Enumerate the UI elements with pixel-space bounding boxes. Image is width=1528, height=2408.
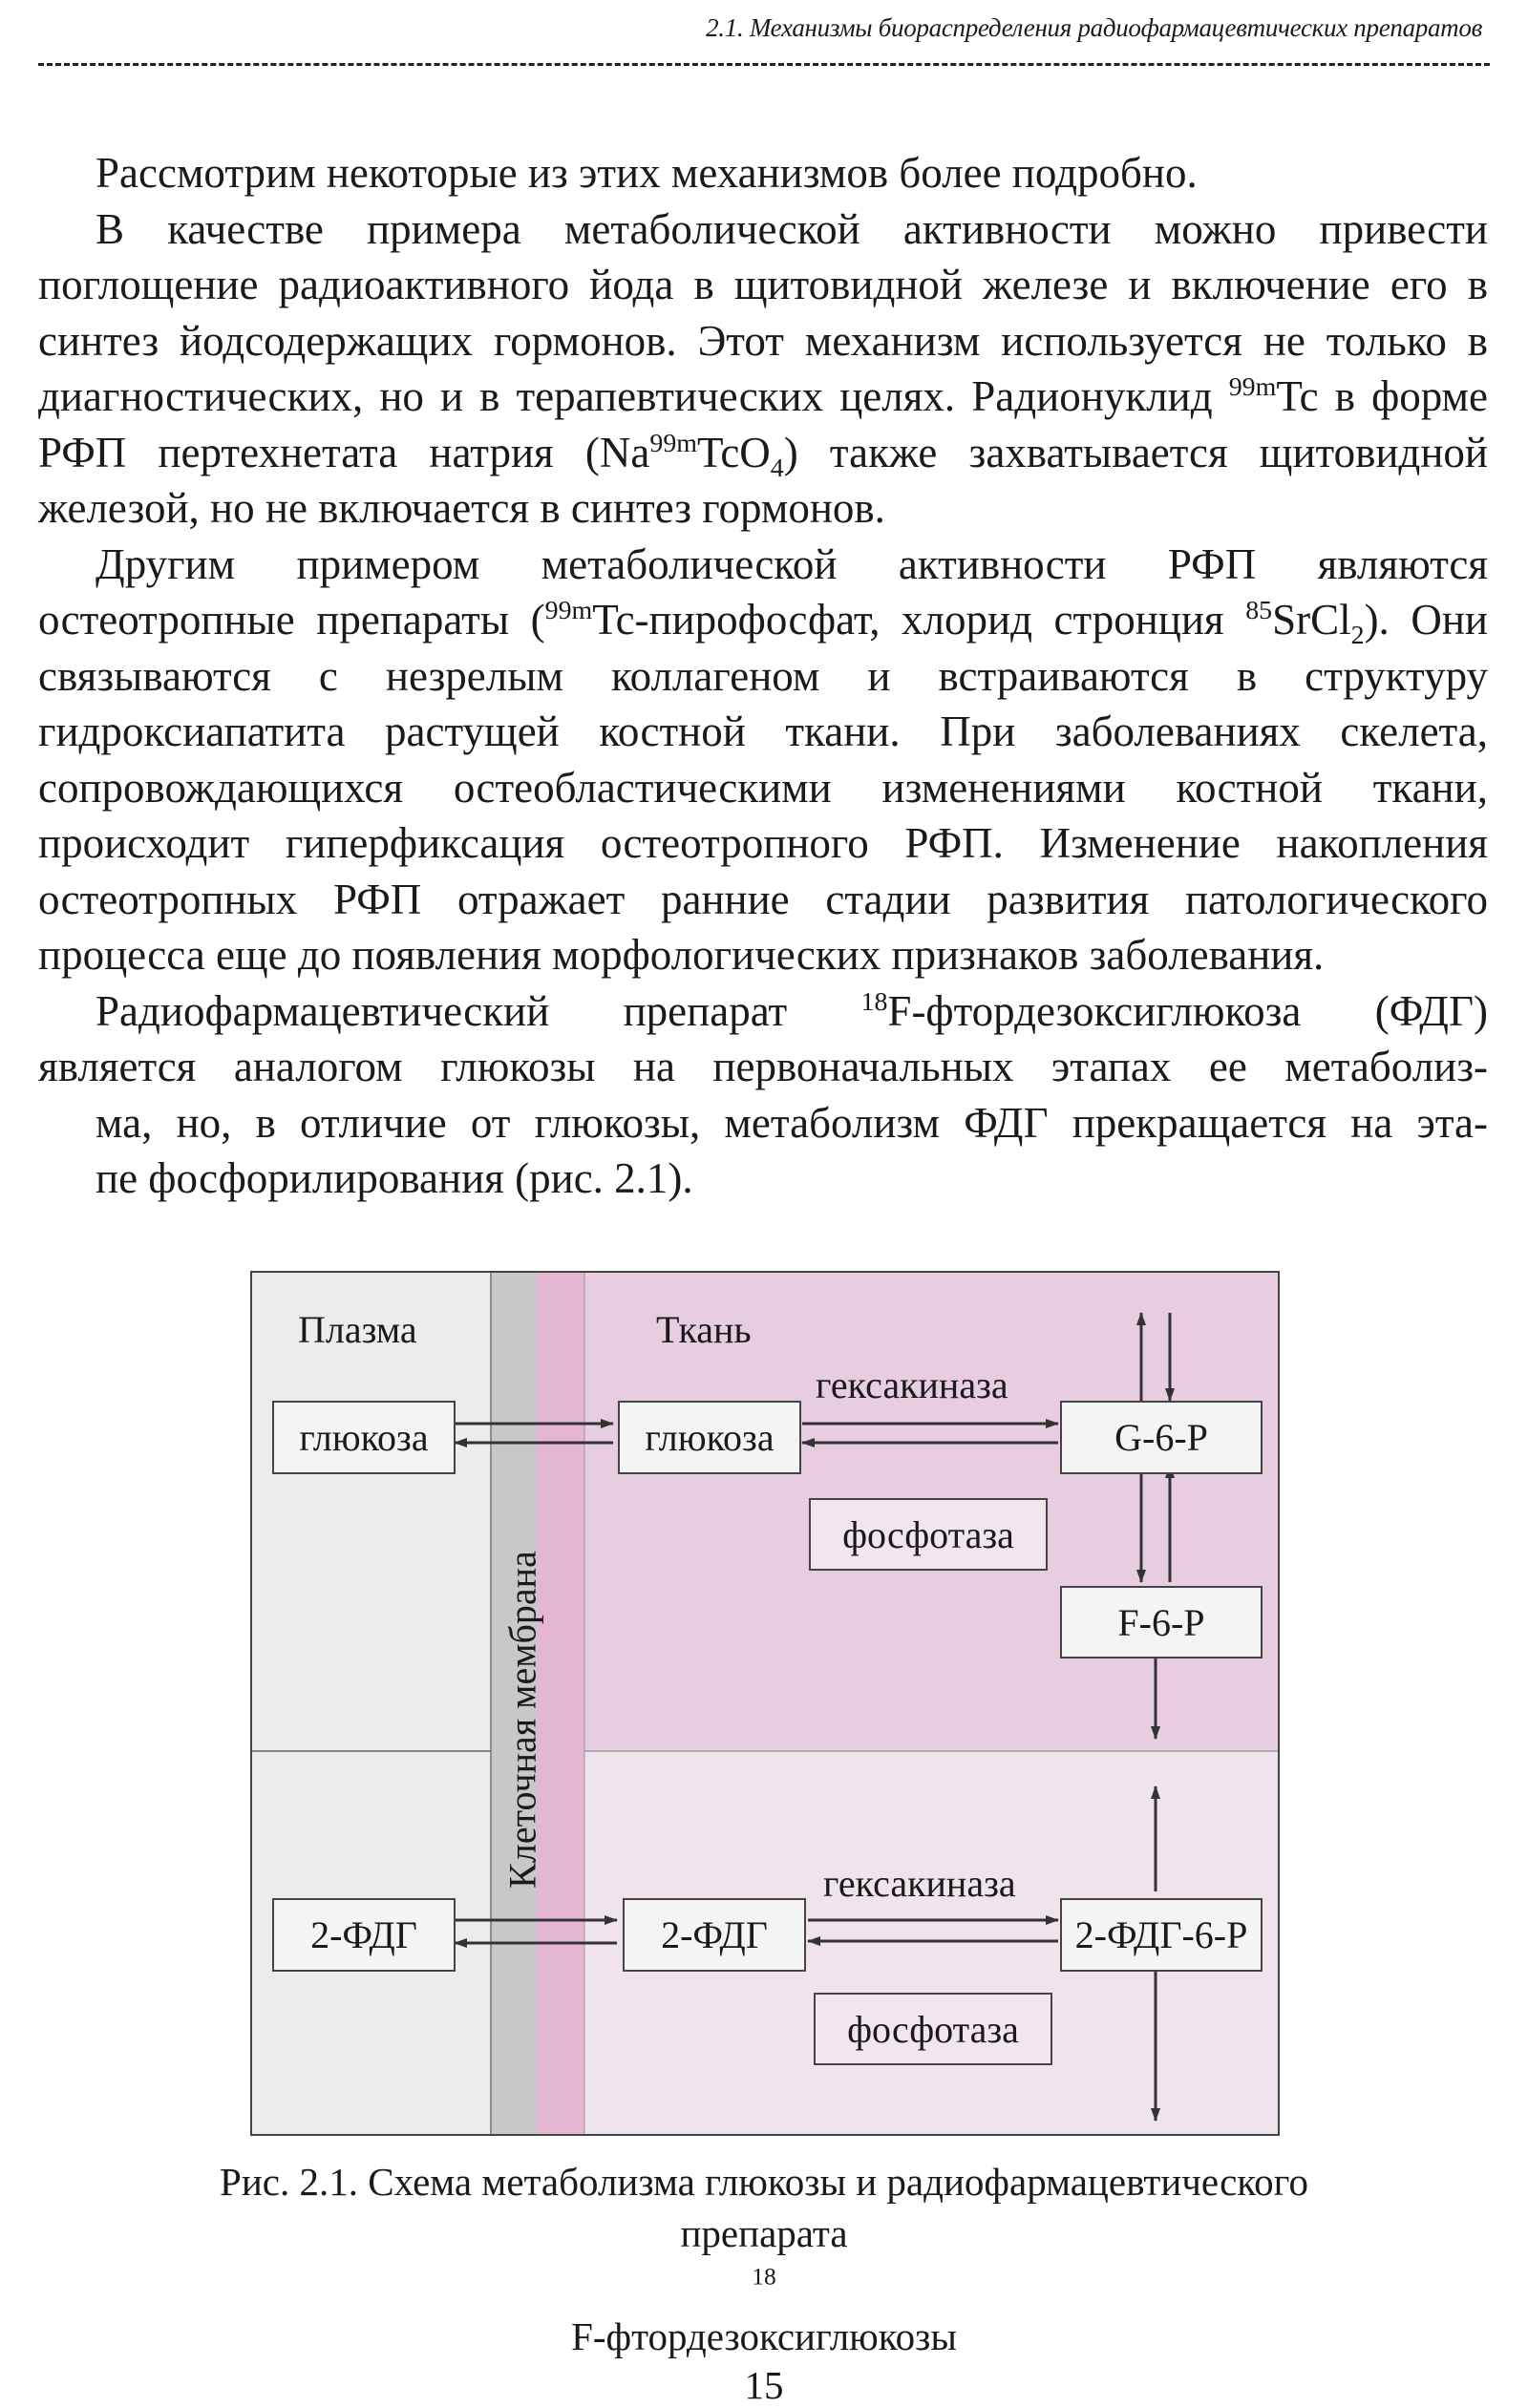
page-number: 15 <box>744 2363 784 2407</box>
g6p-box: G-6-P <box>1060 1401 1263 1474</box>
phosphatase-box-bottom: фосфотаза <box>814 1993 1052 2065</box>
running-header <box>38 8 1490 66</box>
plasma-label: Плазма <box>298 1308 417 1351</box>
phosphatase-box-top: фосфотаза <box>809 1498 1048 1571</box>
body-text <box>38 145 1488 1207</box>
plasma-glucose-box: глюкоза <box>272 1401 456 1474</box>
f6p-box: F-6-P <box>1060 1586 1263 1658</box>
plasma-fdg-box: 2-ФДГ <box>272 1898 456 1972</box>
hexokinase-label-bottom: гексакиназа <box>823 1862 1016 1905</box>
fdg6p-box: 2-ФДГ-6-Р <box>1060 1898 1263 1972</box>
tissue-fdg-box: 2-ФДГ <box>623 1898 806 1972</box>
running-title: 2.1. Механизмы биораспределения радиофармацевтических препаратов <box>706 13 1482 42</box>
paragraph-4: Радиофармацевтический препарат $^{18}$F-фтордезоксиглюкоза (ФДГ) является аналогом глюкозы на первоначальных этапах ее метаболиз- ма, но, в отличие от глюкозы, метаболизм ФДГ прекращается на эта- пе фосфорилирования (рис. 2.1). <box>38 986 1489 1202</box>
figure-2-1: Плазма Ткань Клеточная мембрана глюкоза глюкоза гексакиназа фосфотаза G-6-P F-6-P 2-ФДГ 2-ФДГ гексакиназа фосфотаза 2-ФДГ-6-Р <box>250 1271 1280 2136</box>
tissue-glucose-box: глюкоза <box>618 1401 801 1474</box>
tissue-label: Ткань <box>656 1308 752 1351</box>
paragraph-2: В качестве примера метаболической активности можно привести поглощение радиоактивного йода в щитовидной железе и включение его в синтез йодсодержащих гормонов. Этот механизм используется не только в диагностических, но и в терапевтических целях. Радионуклид $^{99m}$Tc в форме РФП пертехнетата натрия $(Na^{99m}TcO_4)$ также захватывается щитовидной железой, но не включается в синтез гормонов. <box>38 204 1488 532</box>
hexokinase-label-top: гексакиназа <box>816 1363 1008 1406</box>
figure-caption: Рис. 2.1. Схема метаболизма глюкозы и радиофармацевтического препарата $^{18}$ F-фтордезоксиглюкозы <box>220 2160 1308 2358</box>
paragraph-3: Другим примером метаболической активности РФП являются остеотропные препараты ($^{99m}$Tc-пирофосфат, хлорид стронция $^{85}$SrCl$_2$). Они связываются с незрелым коллагеном и встраиваются в структуру гидроксиапатита растущей костной ткани. При заболеваниях скелета, сопровождающихся остеобластическими изменениями костной ткани, происходит гиперфиксация остеотропного РФП. Изменение накопления остеотропных РФП отражает ранние стадии развития патологического процесса еще до появления морфологических признаков заболевания. <box>38 539 1489 979</box>
paragraph-1: Рассмотрим некоторые из этих механизмов более подробно. <box>96 149 1198 197</box>
